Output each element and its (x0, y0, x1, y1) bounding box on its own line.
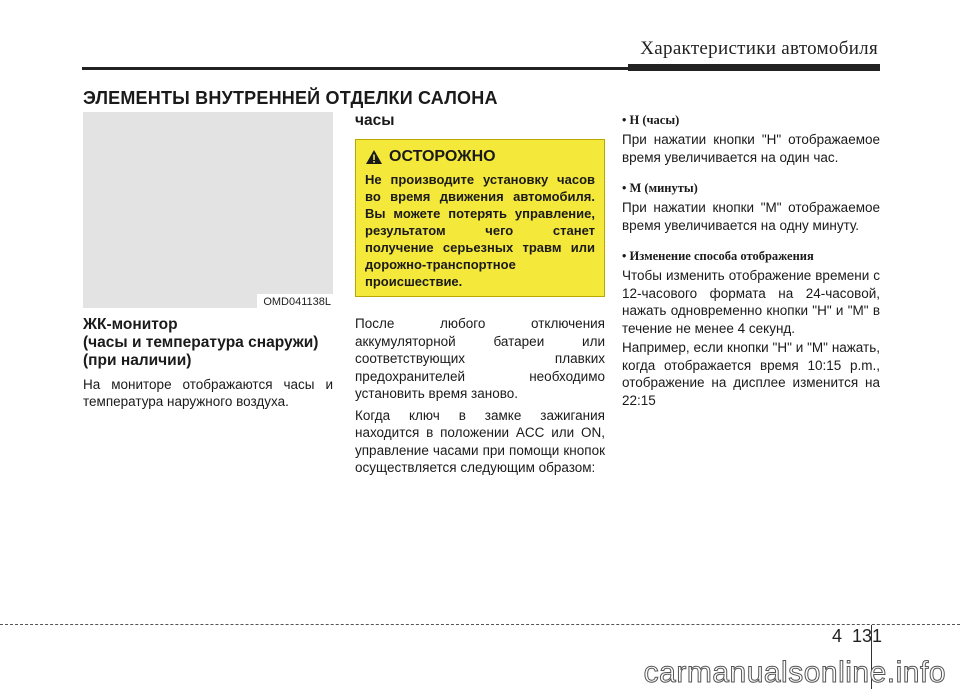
warning-title: ОСТОРОЖНО (389, 148, 496, 165)
column-middle (355, 112, 605, 477)
heading-line: ЖК-монитор (83, 316, 178, 333)
header-rule-accent (628, 64, 880, 71)
warning-text: Не производите установку часов во время движения автомобиля. Вы можете потерять управление, результатом чего станет получение серьезных травм или дорожно-транспортное происшествие. (365, 172, 595, 289)
lcd-monitor-figure (83, 112, 333, 308)
warning-header (365, 148, 595, 166)
hour-item-title: • H (часы) (622, 113, 680, 127)
column-left (83, 112, 333, 410)
clock-heading: часы (355, 112, 395, 129)
heading-line: (при наличии) (83, 352, 192, 369)
heading-line: (часы и температура снаружи) (83, 334, 319, 351)
page-number (832, 626, 882, 647)
chapter-header-title: Характеристики автомобиля (640, 38, 878, 59)
lcd-monitor-text: На мониторе отображаются часы и температура наружного воздуха. (83, 377, 333, 409)
lcd-monitor-heading (83, 316, 333, 370)
warning-triangle-icon (365, 149, 383, 165)
minute-item-text: При нажатии кнопки "M" отображаемое время увеличивается на одну минуту. (622, 200, 880, 233)
clock-paragraph-2: Когда ключ в замке зажигания находится в положении ACC или ON, управление часами при помощи кнопок осуществляется следующим образом: (355, 407, 605, 475)
display-mode-text-1: Чтобы изменить отображение времени с 12-часового формата на 24-часовой, нажать одновременно кнопки "H" и "M" в течение не менее 4 секунд. (622, 268, 880, 336)
page-number-value: 131 (851, 626, 882, 646)
display-mode-item-title: • Изменение способа отображения (622, 249, 814, 263)
section-title: ЭЛЕМЕНТЫ ВНУТРЕННЕЙ ОТДЕЛКИ САЛОНА (83, 88, 498, 108)
footer-dashed-rule (0, 624, 960, 625)
minute-item-title: • M (минуты) (622, 181, 698, 195)
figure-code: OMD041138L (257, 294, 333, 308)
hour-item-text: При нажатии кнопки "H" отображаемое время увеличивается на один час. (622, 132, 880, 165)
display-mode-text-2: Например, если кнопки "H" и "M" нажать, когда отображается время 10:15 p.m., отображение на дисплее изменится на 22:15 (622, 340, 880, 408)
chapter-number: 4 (831, 626, 842, 646)
clock-paragraph-1: После любого отключения аккумуляторной батареи или соответствующих плавких предохранителей необходимо установить время заново. (355, 316, 605, 401)
column-right (622, 112, 880, 409)
watermark: carmanualsonline.info (643, 656, 946, 689)
warning-box (355, 139, 605, 297)
